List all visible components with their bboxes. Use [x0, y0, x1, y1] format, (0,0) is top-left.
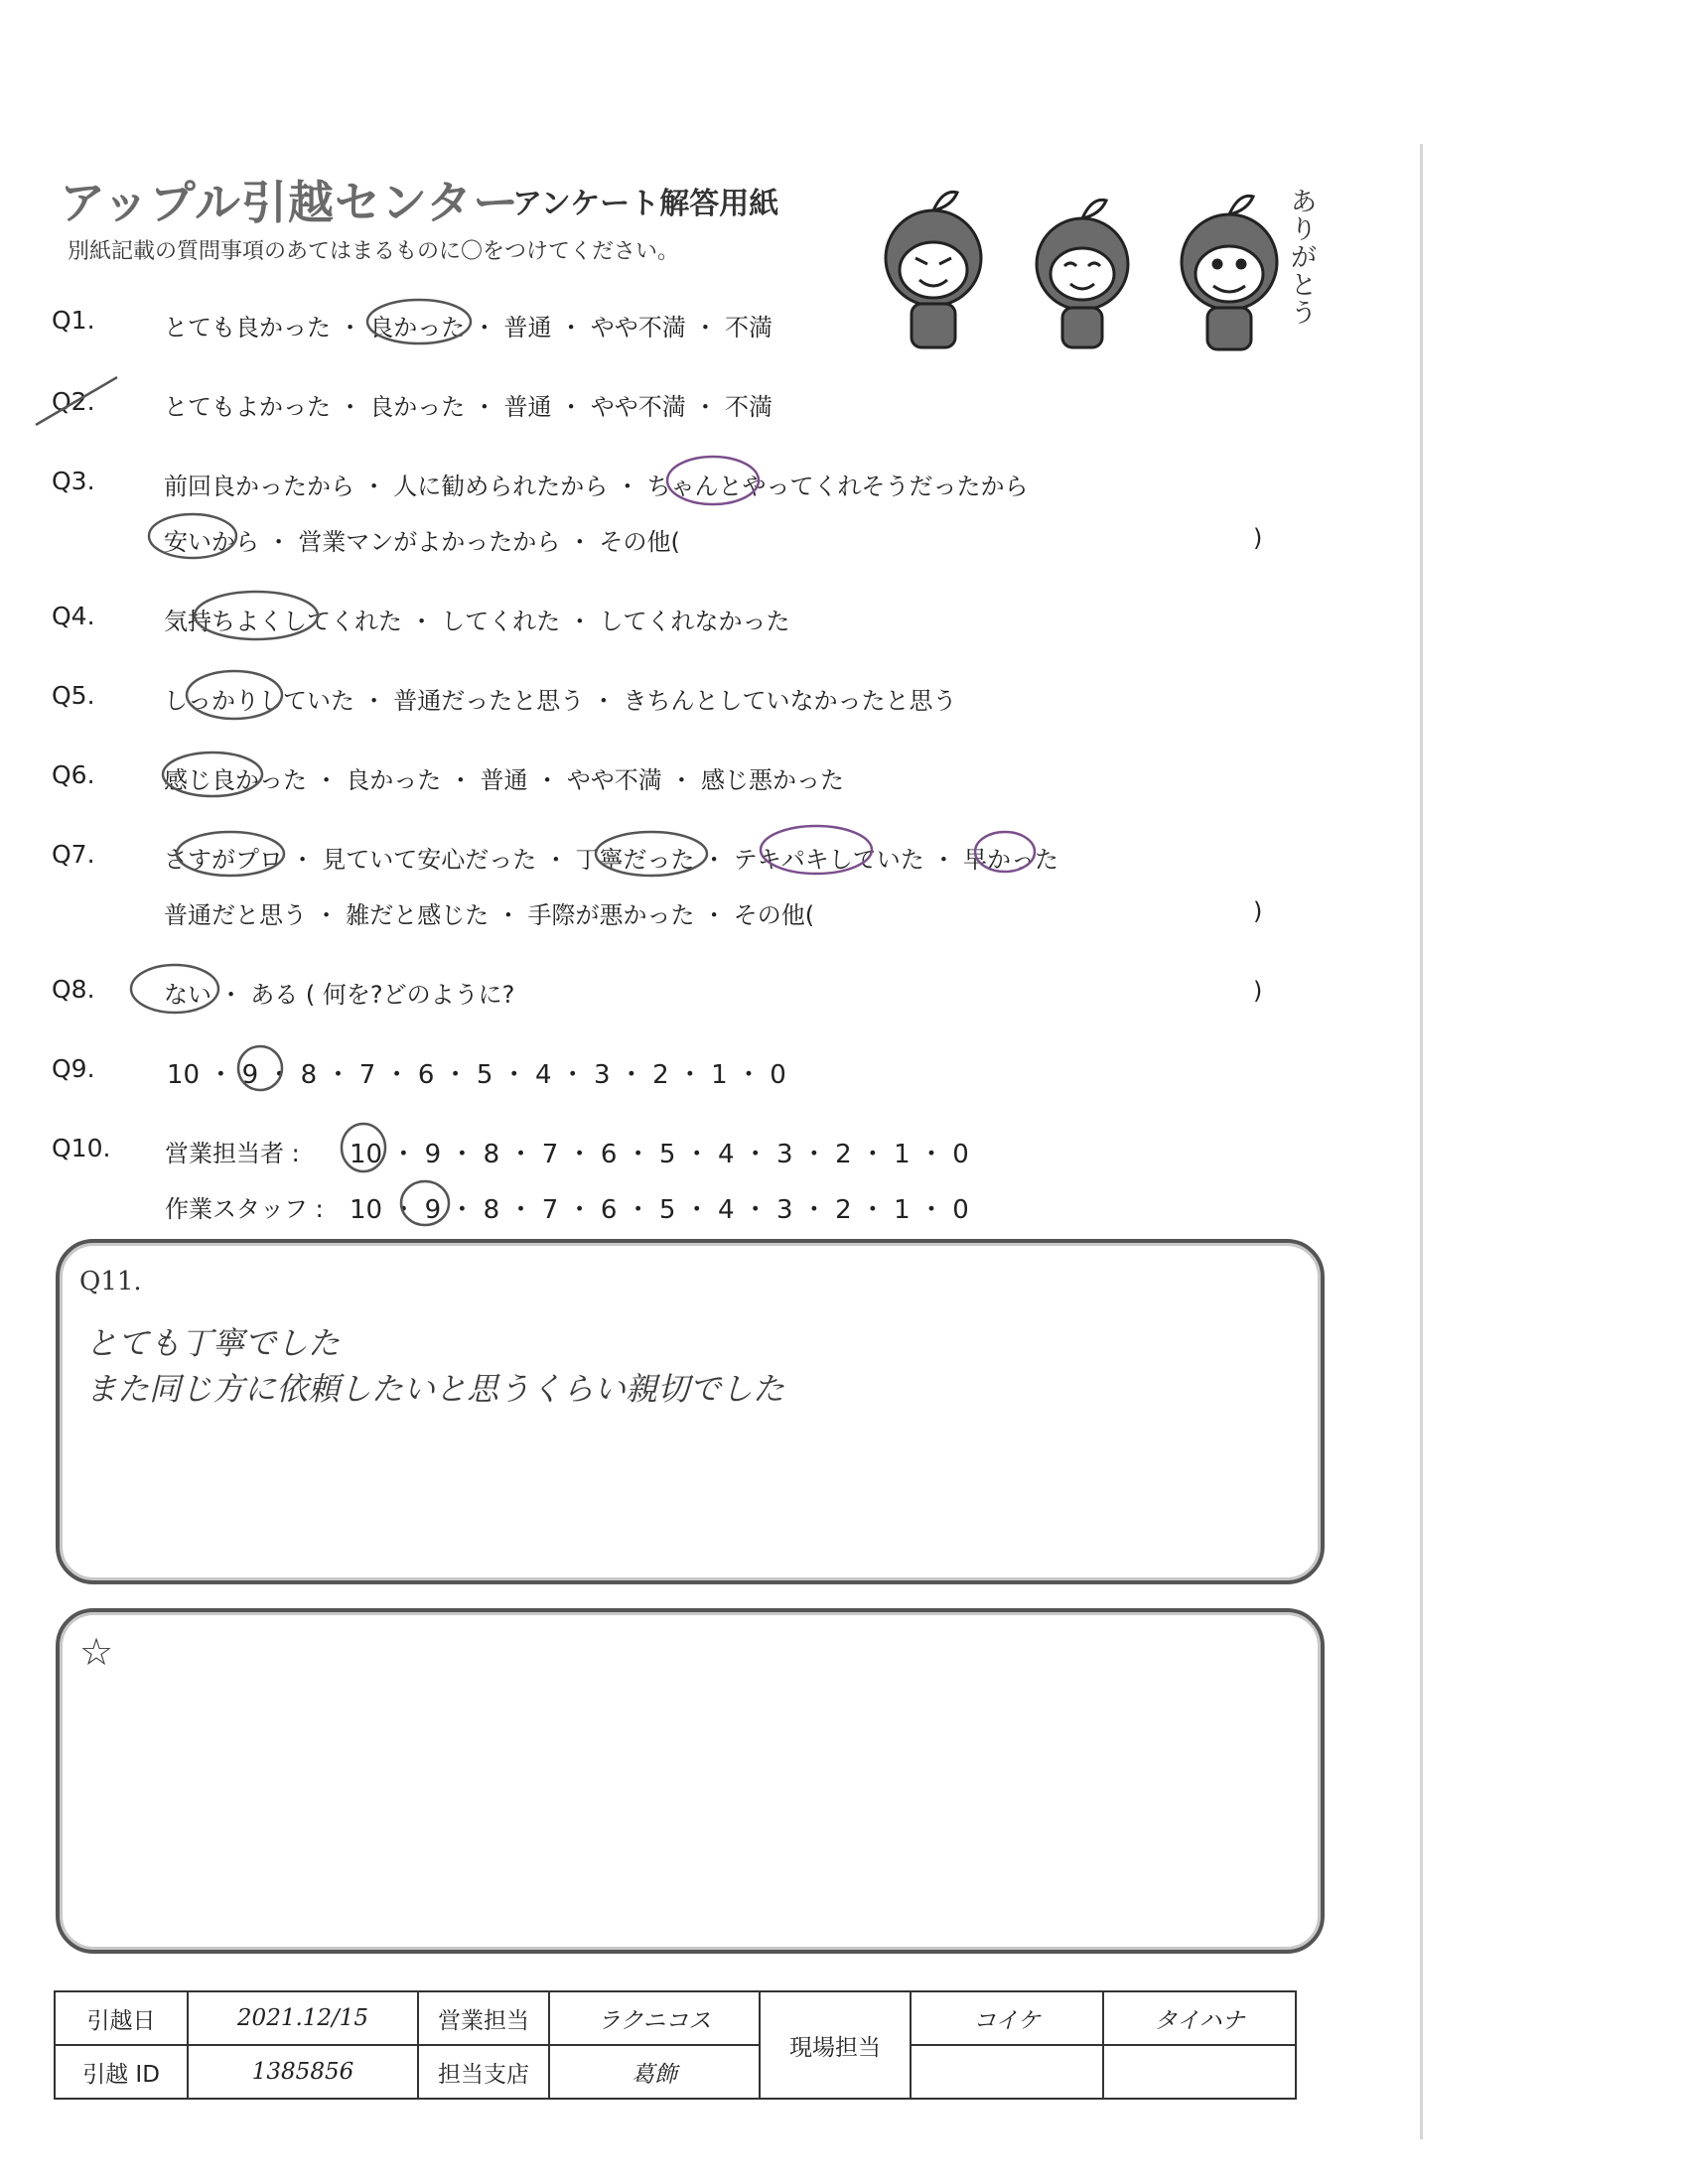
q2-label: Q2. [52, 387, 95, 416]
move-info-table [54, 1990, 1297, 2100]
q11-handwritten-line2: また同じ方に依頼したいと思うくらい親切でした [85, 1370, 785, 1408]
sales-rep-value: ラクニコス [549, 1991, 760, 2045]
move-id-value: 1385856 [188, 2045, 418, 2099]
instructions: 別紙記載の質問事項のあてはまるものに〇をつけてください。 [68, 239, 680, 264]
q7-circle-c [761, 826, 872, 874]
q4-options: 気持ちよくしてくれた ・ してくれた ・ してくれなかった [164, 608, 790, 635]
q7-options-line1: さすがプロ ・ 見ていて安心だった ・ 丁寧だった ・ テキパキしていた ・ 早かった [164, 846, 1059, 874]
q3-options-line1: 前回良かったから ・ 人に勧められたから ・ ちゃんとやってくれそうだったから [164, 473, 1029, 500]
move-date-label: 引越日 [55, 1991, 188, 2045]
brand-title: アップル引越センター [60, 176, 520, 229]
q7-circle-a [177, 832, 284, 876]
sales-rep-label: 営業担当 [418, 1991, 549, 2045]
star-comment-box [56, 1608, 1325, 1954]
q11-handwritten-line1: とても丁寧でした [85, 1324, 341, 1362]
q7-options-line2: 普通だと思う ・ 雑だと感じた ・ 手際が悪かった ・ その他( [164, 901, 815, 929]
q10-sales-label: 営業担当者 : [165, 1140, 300, 1167]
q6-circle [163, 752, 262, 796]
move-id-label: 引越 ID [55, 2045, 188, 2099]
move-date-value: 2021.12/15 [188, 1991, 418, 2045]
q6-label: Q6. [52, 760, 95, 789]
q10-sales-scale: 10 ・ 9 ・ 8 ・ 7 ・ 6 ・ 5 ・ 4 ・ 3 ・ 2 ・ 1 ・ 0 [350, 1140, 969, 1169]
q3-label: Q3. [52, 467, 95, 495]
q5-label: Q5. [52, 681, 95, 710]
q4-circle [195, 592, 318, 639]
site-rep-value-1: コイケ [911, 1991, 1103, 2045]
q5-options: しっかりしていた ・ 普通だったと思う ・ きちんとしていなかったと思う [164, 687, 957, 715]
q10-sales-circle [342, 1124, 385, 1171]
star-icon: ☆ [79, 1630, 114, 1674]
q7-label: Q7. [52, 840, 95, 869]
q1-label: Q1. [52, 306, 95, 335]
q2-strike [36, 377, 117, 425]
q2-options: とてもよかった ・ 良かった ・ 普通 ・ やや不満 ・ 不満 [164, 393, 774, 421]
q5-circle [187, 671, 282, 719]
q7-circle-d [975, 832, 1035, 872]
q9-circle [238, 1046, 282, 1090]
q10-label: Q10. [52, 1134, 111, 1162]
q3-circle-a [667, 457, 759, 504]
q10-staff-scale: 10 ・ 9 ・ 8 ・ 7 ・ 6 ・ 5 ・ 4 ・ 3 ・ 2 ・ 1 ・ 0 [350, 1195, 969, 1225]
branch-label: 担当支店 [418, 2045, 549, 2099]
q1-options: とても良かった ・ 良かった ・ 普通 ・ やや不満 ・ 不満 [164, 314, 774, 341]
q8-circle [131, 965, 218, 1013]
site-rep-empty-2 [1103, 2045, 1296, 2099]
thanks-text: ありがとう [1291, 188, 1318, 329]
q8-close-paren: ) [1253, 977, 1263, 1005]
site-rep-value-2: タイハナ [1103, 1991, 1296, 2045]
q3-options-line2: 安いから ・ 営業マンがよかったから ・ その他( [164, 528, 680, 556]
site-rep-empty-1 [911, 2045, 1103, 2099]
site-rep-label: 現場担当 [760, 1991, 911, 2099]
q8-label: Q8. [52, 975, 95, 1004]
q1-circle [367, 300, 471, 343]
q9-scale: 10 ・ 9 ・ 8 ・ 7 ・ 6 ・ 5 ・ 4 ・ 3 ・ 2 ・ 1 ・ 0 [167, 1060, 786, 1090]
q11-label: Q11. [79, 1267, 142, 1297]
q7-close-paren: ) [1253, 897, 1263, 925]
q10-staff-circle [401, 1181, 449, 1225]
q6-options: 感じ良かった ・ 良かった ・ 普通 ・ やや不満 ・ 感じ悪かった [164, 766, 845, 794]
q4-label: Q4. [52, 602, 95, 630]
q3-circle-b [149, 514, 236, 558]
q10-staff-label: 作業スタッフ : [165, 1195, 324, 1223]
q9-label: Q9. [52, 1054, 95, 1083]
q11-comment-box [56, 1239, 1325, 1584]
q7-circle-b [596, 832, 707, 876]
form-subtitle: アンケート解答用紙 [512, 187, 779, 221]
branch-value: 葛飾 [549, 2045, 760, 2099]
q8-options: ない ・ ある ( 何を?どのように? [164, 981, 515, 1009]
q3-close-paren: ) [1253, 524, 1263, 552]
